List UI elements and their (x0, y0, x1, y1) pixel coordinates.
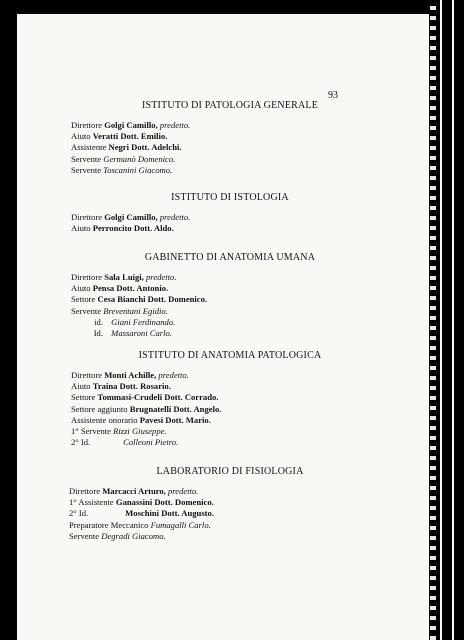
role: Servente (69, 530, 100, 541)
list-item (17, 294, 429, 305)
role: Aiuto (71, 381, 91, 392)
person-name: Rizzi Giuseppe. (113, 426, 167, 437)
role: Settore aggiunto (71, 403, 128, 414)
section-anatomia-patologica (17, 350, 429, 448)
person-name: Cesa Bianchi Dott. Domenico. (97, 294, 208, 305)
person-name: Sala Luigi, (104, 272, 144, 282)
role: id. (94, 316, 103, 327)
person-name: Ganassini Dott. Domenico. (115, 497, 214, 508)
section-patologia-generale (17, 100, 429, 176)
person-name: Traina Dott. Rosario. (92, 381, 171, 392)
person-name: Tommasi-Crudeli Dott. Corrado. (97, 392, 219, 403)
person-name: Pensa Dott. Antonio. (92, 283, 169, 294)
list-item (17, 328, 429, 339)
note: predetto. (167, 486, 199, 496)
list-item (17, 497, 429, 508)
role: Direttore (69, 486, 101, 496)
list-item (17, 426, 429, 437)
list-item (17, 381, 429, 392)
role: Id. (93, 328, 103, 339)
role: Direttore (71, 370, 103, 380)
list-item (17, 131, 429, 142)
list-item (17, 520, 429, 531)
person-name: Massaroni Carlo. (111, 328, 172, 339)
person-name: Giani Ferdinando. (111, 316, 176, 327)
person-name: Toscanini Giacomo. (103, 164, 173, 175)
note: predetto. (159, 212, 191, 222)
page-number: 93 (328, 90, 338, 101)
list-item (17, 531, 429, 542)
role: Aiuto (71, 131, 91, 142)
role: Settore (71, 294, 96, 305)
section-istologia (17, 192, 429, 234)
role: Settore (71, 392, 96, 403)
list-item (17, 317, 429, 328)
role: Direttore (71, 272, 103, 282)
role: Preparatore Meccanico (69, 519, 149, 530)
list-item (17, 415, 429, 426)
person-name: Germanò Domenico. (103, 153, 176, 164)
list-item (17, 120, 429, 131)
list-item (17, 392, 429, 403)
role: Assistente onorario (71, 414, 138, 425)
role: Aiuto (71, 223, 91, 234)
list-item (17, 165, 429, 176)
note: predetto. (158, 370, 189, 380)
role: Direttore (71, 212, 103, 222)
section-fisiologia (17, 466, 429, 542)
note: predetto. (146, 272, 177, 282)
person-name: Breventani Egidio. (103, 305, 168, 316)
list-item (17, 370, 429, 381)
list-item (17, 486, 429, 497)
role: Assistente (71, 142, 107, 153)
page-edge-line (452, 0, 454, 640)
role: Direttore (71, 120, 103, 130)
person-name: Golgi Camillo, (104, 212, 158, 222)
person-name: Monti Achille, (104, 370, 157, 380)
role: 1° Assistente (69, 497, 114, 508)
list-item (17, 223, 429, 234)
section-heading: ISTITUTO DI PATOLOGIA GENERALE (141, 100, 319, 111)
section-anatomia-umana (17, 252, 429, 339)
list-item (17, 154, 429, 165)
person-name: Moschini Dott. Augusto. (125, 508, 214, 519)
list-item (17, 437, 429, 448)
role: Aiuto (71, 283, 91, 294)
section-heading: ISTITUTO DI ANATOMIA PATOLOGICA (138, 350, 322, 361)
book-page (17, 14, 429, 640)
section-heading: ISTITUTO DI ISTOLOGIA (171, 192, 289, 203)
role: Servente (71, 153, 102, 164)
list-item (17, 306, 429, 317)
person-name: Brugnatelli Dott. Angelo. (129, 403, 222, 414)
role: Servente (71, 305, 102, 316)
person-name: Degradi Giacomo. (101, 530, 166, 541)
person-name: Colleoni Pietro. (123, 437, 179, 448)
person-name: Pavesi Dott. Mario. (139, 414, 211, 425)
role: 2° Id. (71, 437, 91, 448)
page-edge-pattern (430, 0, 436, 640)
list-item (17, 404, 429, 415)
role: Servente (71, 164, 102, 175)
person-name: Negri Dott. Adelchi. (108, 142, 182, 153)
person-name: Veratti Dott. Emilio. (92, 131, 168, 142)
note: predetto. (159, 120, 191, 130)
list-item (17, 272, 429, 283)
person-name: Fumagalli Carlo. (150, 519, 211, 530)
list-item (17, 508, 429, 519)
list-item (17, 142, 429, 153)
list-item (17, 283, 429, 294)
section-heading: GABINETTO DI ANATOMIA UMANA (144, 252, 316, 263)
page-edge-line (440, 0, 442, 640)
person-name: Perroncito Dott. Aldo. (92, 223, 174, 234)
person-name: Golgi Camillo, (104, 120, 158, 130)
role: 1° Servente (71, 426, 111, 437)
list-item (17, 212, 429, 223)
person-name: Marcacci Arturo, (102, 486, 166, 496)
section-heading: LABORATORIO DI FISIOLOGIA (156, 466, 304, 477)
role: 2° Id. (69, 508, 89, 519)
